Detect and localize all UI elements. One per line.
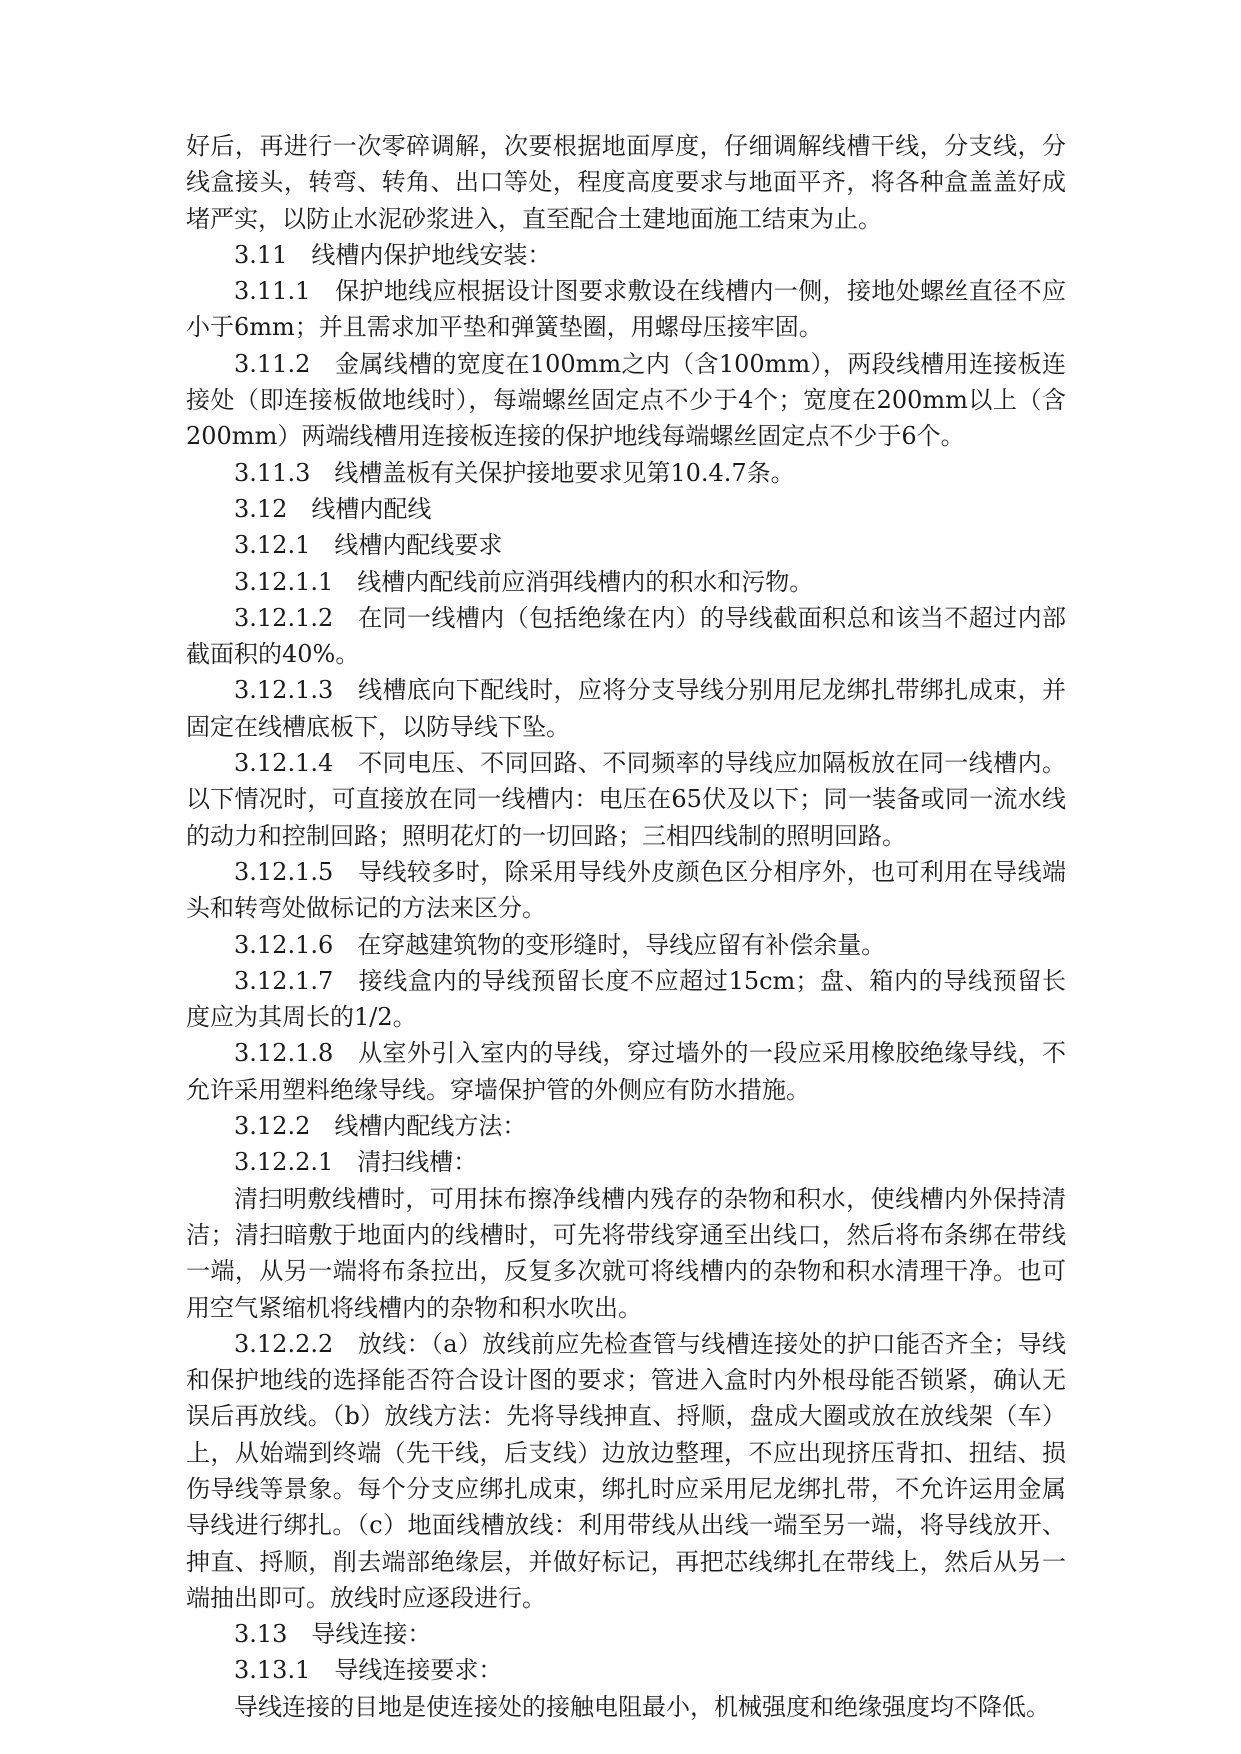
- section-heading: 3.12 线槽内配线: [234, 494, 432, 523]
- paragraph: 清扫明敷线槽时，可用抹布擦净线槽内残存的杂物和积水，使线槽内外保持清洁；清扫暗敷于地面内的线槽时，可先将带线穿通至出线口，然后将布条绑在带线一端，从另一端将布条拉出，反复多次就可将线槽内的杂物和积水清理干净。也可用空气紧缩机将线槽内的杂物和积水吹出。: [186, 1184, 1066, 1322]
- section-heading: 3.12.1 线槽内配线要求: [234, 531, 503, 560]
- section-heading: 3.13.1 导线连接要求：: [234, 1656, 503, 1685]
- paragraph: 好后，再进行一次零碎调解，次要根据地面厚度，仔细调解线槽干线，分支线，分线盒接头，转弯、转角、出口等处，程度高度要求与地面平齐，将各种盒盖盖好成堵严实，以防止水泥砂浆进入，直至配合土建地面施工结束为止。: [186, 132, 1066, 233]
- paragraph: 3.12.1.5 导线较多时，除采用导线外皮颜色区分相序外，也可利用在导线端头和转弯处做标记的方法来区分。: [186, 857, 1066, 923]
- paragraph: 3.11.2 金属线槽的宽度在100mm之内（含100mm），两段线槽用连接板连接处（即连接板做地线时），每端螺丝固定点不少于4个；宽度在200mm以上（含200mm）两端线槽用连接板连接的保护地线每端螺丝固定点不少于6个。: [186, 349, 1066, 451]
- paragraph: 3.11.3 线槽盖板有关保护接地要求见第10.4.7条。: [234, 458, 795, 487]
- paragraph: 3.12.2.2 放线：（a）放线前应先检查管与线槽连接处的护口能否齐全；导线和保护地线的选择能否符合设计图的要求；管进入盒时内外根母能否锁紧，确认无误后再放线。（b）放线方法：先将导线抻直、捋顺，盘成大圈或放在放线架（车）上，从始端到终端（先干线，后支线）边放边整理，不应出现挤压背扣、扭结、损伤导线等景象。每个分支应绑扎成束，绑扎时应采用尼龙绑扎带，不允许运用金属导线进行绑扎。（c）地面线槽放线：利用带线从出线一端至另一端，将导线放开、抻直、捋顺，削去端部绝缘层，并做好标记，再把芯线绑扎在带线上，然后从另一端抽出即可。放线时应逐段进行。: [186, 1329, 1066, 1612]
- section-heading: 3.11 线槽内保护地线安装：: [234, 240, 552, 269]
- paragraph: 3.12.1.6 在穿越建筑物的变形缝时，导线应留有补偿余量。: [234, 930, 886, 959]
- section-heading: 3.12.2.1 清扫线槽：: [234, 1148, 478, 1177]
- paragraph: 3.12.1.2 在同一线槽内（包括绝缘在内）的导线截面积总和该当不超过内部截面积的40%。: [186, 603, 1066, 669]
- section-heading: 3.12.2 线槽内配线方法：: [234, 1112, 527, 1141]
- section-heading: 3.13 导线连接：: [234, 1620, 432, 1649]
- paragraph: 3.12.1.4 不同电压、不同回路、不同频率的导线应加隔板放在同一线槽内。以下情况时，可直接放在同一线槽内：电压在65伏及以下；同一装备或同一流水线的动力和控制回路；照明花灯的一切回路；三相四线制的照明回路。: [186, 749, 1066, 850]
- paragraph: 3.11.1 保护地线应根据设计图要求敷设在线槽内一侧，接地处螺丝直径不应小于6mm；并且需求加平垫和弹簧垫圈，用螺母压接牢固。: [186, 277, 1066, 342]
- paragraph: 3.12.1.8 从室外引入室内的导线，穿过墙外的一段应采用橡胶绝缘导线，不允许采用塑料绝缘导线。穿墙保护管的外侧应有防水措施。: [186, 1039, 1066, 1104]
- paragraph: 3.12.1.3 线槽底向下配线时，应将分支导线分别用尼龙绑扎带绑扎成束，并固定在线槽底板下，以防导线下坠。: [186, 676, 1066, 741]
- document-page: [186, 128, 1066, 1725]
- paragraph: 3.12.1.1 线槽内配线前应消弭线槽内的积水和污物。: [234, 567, 814, 596]
- paragraph: 导线连接的目地是使连接处的接触电阻最小，机械强度和绝缘强度均不降低。: [234, 1692, 1050, 1721]
- paragraph: 3.12.1.7 接线盒内的导线预留长度不应超过15cm；盘、箱内的导线预留长度应为其周长的1/2。: [186, 966, 1066, 1032]
